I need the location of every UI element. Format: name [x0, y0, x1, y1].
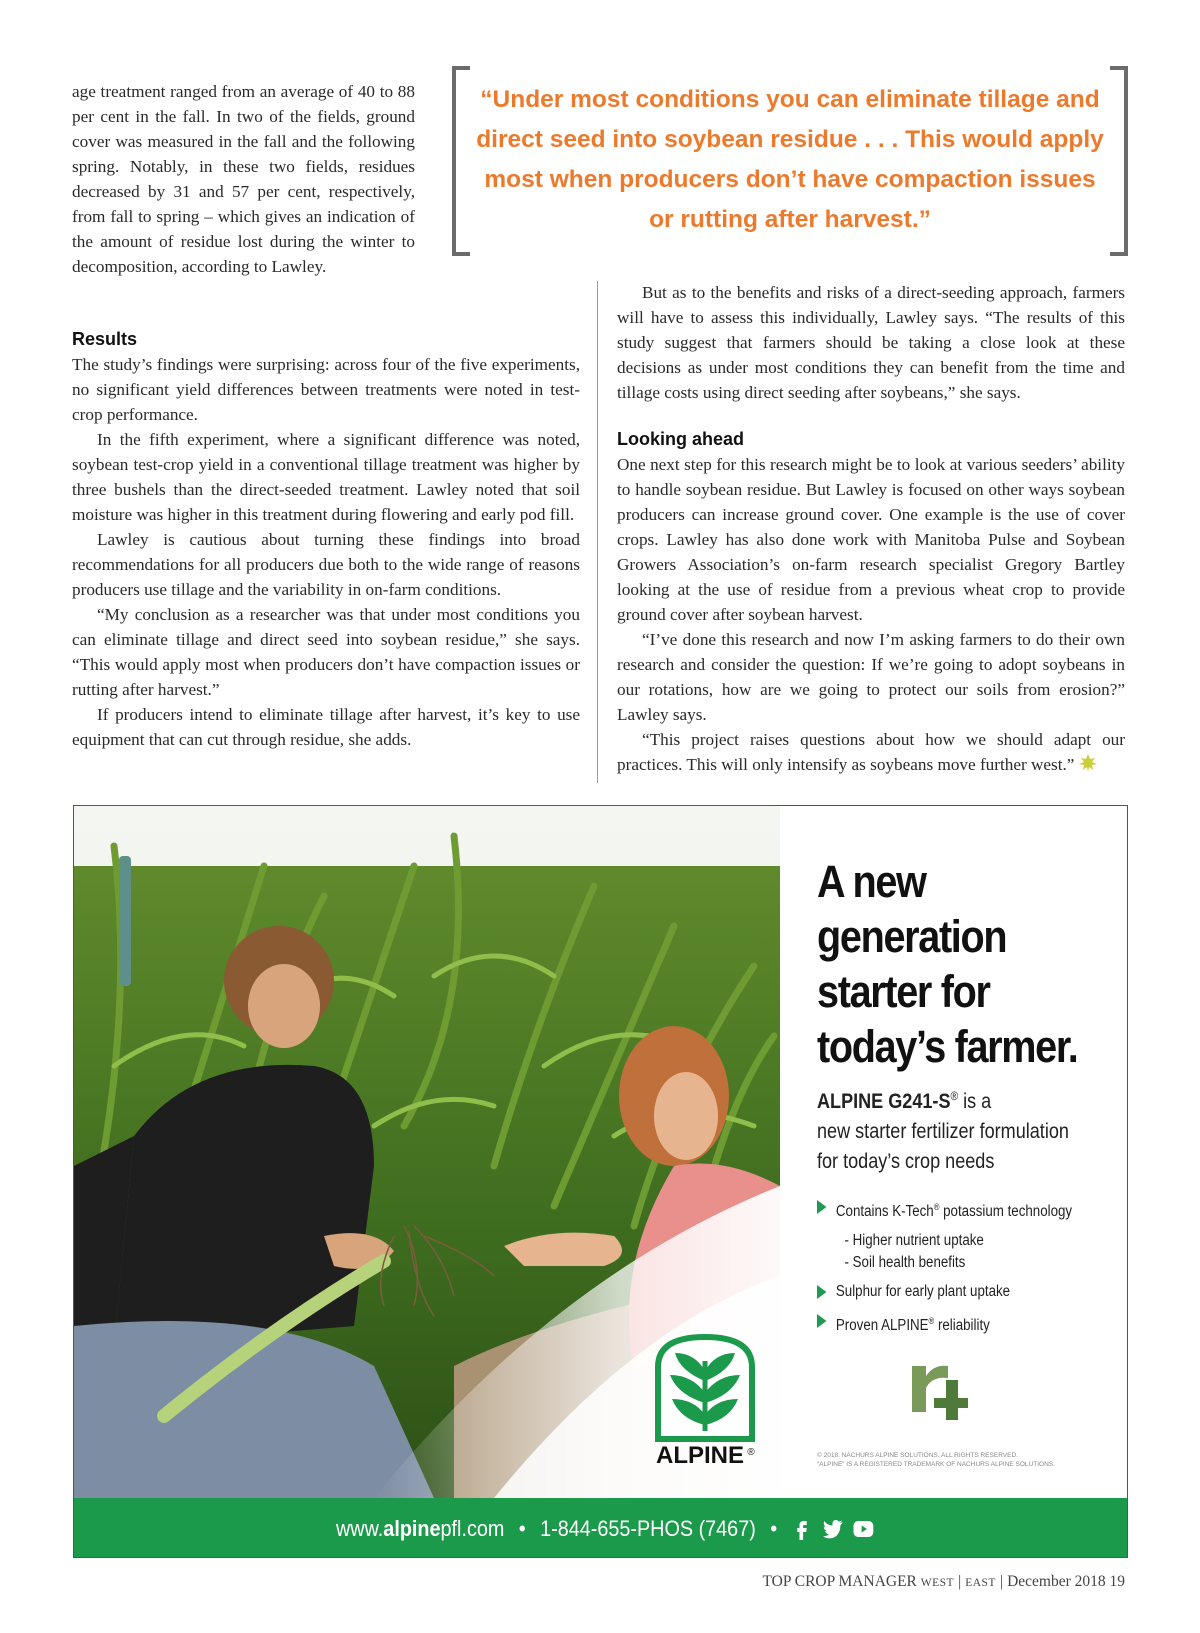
page-footer	[762, 1573, 1125, 1591]
section-heading-results: Results	[72, 329, 138, 349]
footer-divider: |	[999, 1573, 1004, 1590]
article-paragraph: If producers intend to eliminate tillage after harvest, it’s key to use equipment that can cut through residue, she adds.	[72, 705, 580, 749]
advertisement	[73, 805, 1128, 1558]
ad-contact-bar	[74, 1498, 1128, 1558]
edition-east: EAST	[965, 1577, 996, 1589]
bullet-text-tail: potassium technology	[939, 1203, 1073, 1221]
legal-line: “ALPINE” IS A REGISTERED TRADEMARK OF NACHURS ALPINE SOLUTIONS.	[817, 1461, 1055, 1468]
ad-subheadline	[817, 1081, 1069, 1177]
article-paragraph: age treatment ranged from an average of 40 to 88 per cent in the fall. In two of the fields, ground cover was measured in the fall and the following spring. Notably, in these two fields, residues decreased by 31 and 57 per cent, respectively, from fall to spring – which gives an indication of the amount of residue lost during the winter to decomposition, according to Lawley.	[72, 82, 415, 276]
ad-bullet	[817, 1196, 1072, 1223]
url-bold: alpine	[383, 1516, 441, 1541]
facebook-icon[interactable]	[792, 1517, 814, 1541]
youtube-icon[interactable]	[853, 1517, 875, 1541]
bullet-arrow-icon	[817, 1200, 826, 1214]
bullet-text-tail: reliability	[934, 1317, 990, 1335]
ad-sub-line: for today’s crop needs	[817, 1150, 995, 1173]
footer-divider: |	[958, 1573, 962, 1590]
article-paragraph: The study’s findings were surprising: across four of the five experiments, no significant yield differences between treatments were noted in test-crop performance.	[72, 355, 580, 424]
column-divider	[597, 281, 598, 783]
leaf-end-mark-icon	[1078, 753, 1098, 773]
article-column-right	[617, 280, 1125, 777]
article-paragraph: Lawley is cautious about turning these findings into broad recommendations for all producers due both to the wide range of reasons producers use tillage and the variability in on-farm conditions.	[72, 530, 580, 599]
edition-west: WEST	[920, 1577, 955, 1589]
ad-sub-bullet: - Higher nutrient uptake	[844, 1232, 984, 1250]
article-column-left-top	[72, 79, 415, 279]
separator-bullet: •	[518, 1516, 526, 1541]
product-registered-mark: ®	[950, 1089, 959, 1103]
article-paragraph: “My conclusion as a researcher was that under most conditions you can eliminate tillage and direct seed into soybean residue,” she says. “This would apply most when producers don’t have compaction issues or rutting after harvest.”	[72, 605, 580, 699]
article-paragraph: One next step for this research might be to look at various seeders’ ability to handle soybean residue. But Lawley is focused on other ways soybean producers can increase ground cover. One example is the use of cover crops. Lawley has also done work with Manitoba Pulse and Soybean Growers Association’s on-farm research specialist Gregory Bartley looking at the use of residue from a previous wheat crop to provide ground cover after soybean harvest.	[617, 455, 1125, 624]
article-paragraph: “This project raises questions about how we should adapt our practices. This will only intensify as soybeans move further west.”	[617, 730, 1125, 774]
product-name: ALPINE G241-S	[817, 1090, 951, 1113]
article-paragraph-last	[617, 727, 1125, 777]
legal-line: © 2018. NACHURS ALPINE SOLUTIONS. ALL RIGHTS RESERVED.	[817, 1452, 1018, 1459]
separator-bullet: •	[770, 1516, 778, 1541]
ad-headline	[817, 854, 1077, 1074]
section-heading-looking-ahead: Looking ahead	[617, 429, 745, 449]
ad-sub-line: is a	[958, 1090, 992, 1113]
ad-copy-panel	[780, 806, 1128, 1498]
issue-date-page-number: December 2018 19	[1007, 1573, 1125, 1590]
ad-sub-bullet: - Soil health benefits	[844, 1254, 966, 1272]
ad-phone-number[interactable]: 1-844-655-PHOS (7467)	[540, 1516, 756, 1541]
ad-headline-line: today’s farmer.	[817, 1021, 1078, 1072]
article-paragraph: But as to the benefits and risks of a direct-seeding approach, farmers will have to assess this individually, Lawley says. “The results of this study suggest that farmers should be taking a close look at these decisions as under most conditions they can benefit from the time and tillage costs using direct seeding after soybeans,” she says.	[617, 283, 1125, 402]
ad-headline-line: A new	[817, 856, 926, 907]
twitter-icon[interactable]	[822, 1517, 844, 1541]
pull-quote-text: “Under most conditions you can eliminate tillage and direct seed into soybean residue . . . This would apply most when producers don’t have compaction issues or rutting after harvest.”	[476, 86, 1104, 233]
alpine-logo-icon	[650, 1331, 760, 1466]
alpine-logo-registered-mark: ®	[747, 1447, 755, 1458]
ad-bullet	[817, 1310, 1072, 1337]
registered-mark: ®	[928, 1316, 935, 1327]
article-column-left	[72, 327, 580, 752]
ad-website-link[interactable]	[336, 1498, 504, 1558]
ad-headline-line: generation	[817, 911, 1007, 962]
article-paragraph: “I’ve done this research and now I’m asking farmers to do their own research and consider the question: If we’re going to adopt soybeans in our rotations, how are we going to protect our soils from erosion?” Lawley says.	[617, 630, 1125, 724]
bullet-arrow-icon	[817, 1285, 826, 1299]
alpine-logo-wordmark: ALPINE	[655, 1442, 745, 1466]
bullet-text: Contains K-Tech	[835, 1203, 934, 1221]
ad-bullet	[817, 1281, 1072, 1303]
registered-mark: ®	[933, 1202, 940, 1212]
magazine-name: TOP CROP MANAGER	[762, 1573, 917, 1590]
ad-legal-text	[817, 1451, 1055, 1469]
bullet-arrow-icon	[817, 1314, 826, 1328]
ad-sub-line: new starter fertilizer formulation	[817, 1120, 1069, 1143]
pull-quote-right-bracket	[1110, 66, 1128, 256]
url-suffix: pfl.com	[440, 1516, 505, 1541]
article-paragraph: In the fifth experiment, where a significant difference was noted, soybean test-crop yield in a conventional tillage treatment was higher by three bushels than the direct-seeded treatment. Lawley noted that soil moisture was higher in this treatment during flowering and early pod fill.	[72, 430, 580, 524]
pull-quote	[452, 66, 1128, 256]
ad-headline-line: starter for	[817, 966, 990, 1017]
pull-quote-left-bracket	[452, 66, 470, 256]
r4-logo-icon	[906, 1354, 972, 1420]
ad-bullet-list	[817, 1196, 1072, 1344]
bullet-text: Proven ALPINE	[835, 1317, 929, 1335]
url-prefix: www.	[336, 1516, 384, 1541]
bullet-text: Sulphur for early plant uptake	[835, 1283, 1011, 1301]
